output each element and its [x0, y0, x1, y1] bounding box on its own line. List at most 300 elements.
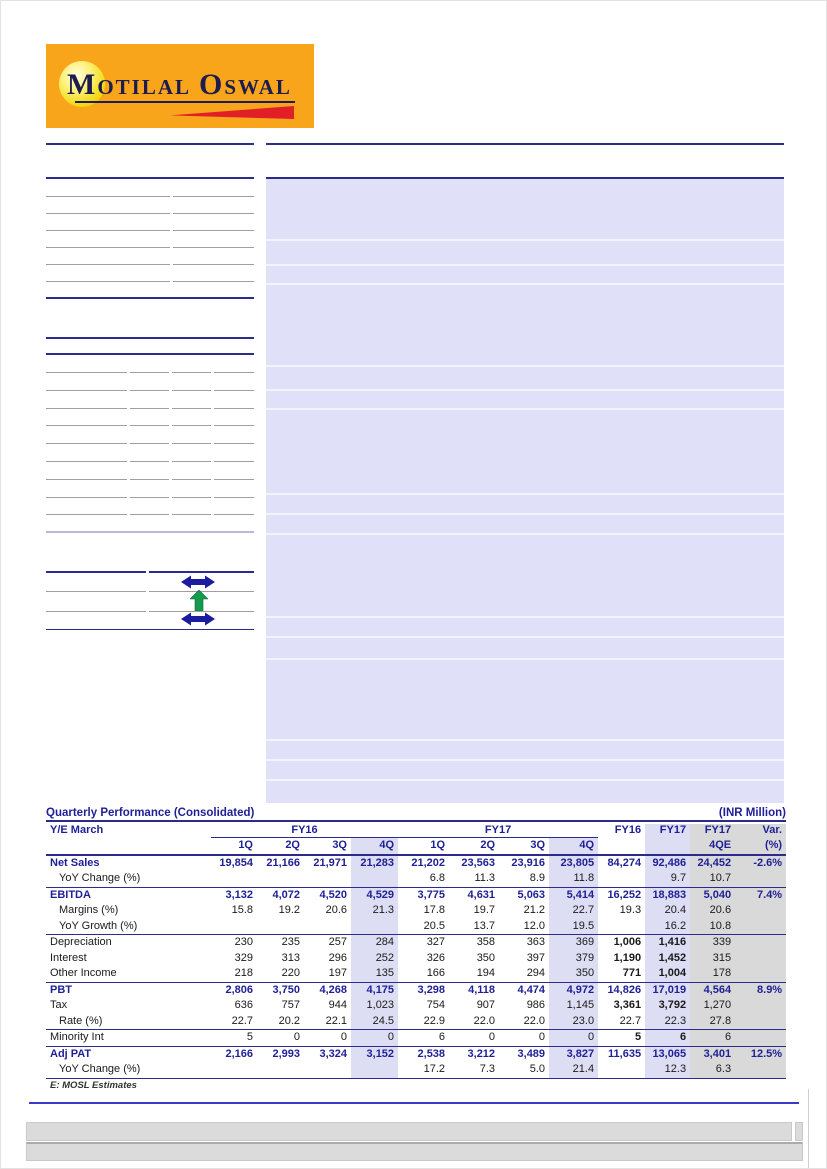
quarter-header: 4Q [351, 838, 398, 855]
block-row-separator [266, 283, 784, 285]
redacted-line [214, 479, 254, 480]
logo-letters: OTILAL [97, 75, 192, 99]
row-label: Adj PAT [46, 1046, 211, 1062]
redacted-line [130, 425, 169, 426]
value-cell: 18,883 [645, 887, 690, 903]
value-cell: 1,190 [613, 951, 642, 964]
table-unit: (INR Million) [718, 806, 786, 819]
value-cell: 3,489 [499, 1046, 549, 1062]
redacted-line [46, 247, 170, 248]
table-row [46, 855, 786, 872]
value-cell [351, 919, 398, 935]
redacted-line [130, 408, 169, 409]
value-cell: 986 [526, 999, 546, 1011]
redacted-line [214, 497, 254, 498]
redacted-line [46, 196, 170, 197]
value-cell: 3,775 [398, 887, 449, 903]
redacted-line [173, 213, 254, 214]
value-cell [735, 1062, 786, 1078]
value-cell: 5.0 [529, 1063, 546, 1075]
row-label: Interest [50, 951, 87, 964]
value-cell [735, 998, 786, 1014]
redacted-line [214, 408, 254, 409]
value-cell: 21,166 [266, 856, 300, 869]
value-cell: 220 [281, 967, 300, 979]
value-cell: 3,750 [257, 982, 304, 998]
value-cell: 0 [351, 1030, 398, 1047]
value-cell: 21.3 [351, 903, 398, 919]
redacted-line [46, 281, 170, 282]
row-label: EBITDA [46, 887, 211, 903]
table-row [46, 935, 786, 951]
redacted-line [172, 390, 211, 391]
redacted-line [172, 479, 211, 480]
redacted-footer-bar-end [795, 1122, 803, 1141]
value-cell: 218 [234, 967, 253, 979]
value-cell [257, 871, 304, 887]
value-cell [351, 1062, 398, 1078]
value-cell: -2.6% [735, 855, 786, 872]
quarterly-performance-table [46, 824, 786, 1092]
value-cell: 4,118 [449, 982, 499, 998]
redacted-line [46, 443, 127, 444]
variance-sub-header: (%) [735, 838, 786, 855]
table-row [46, 998, 786, 1014]
value-cell: 4,520 [304, 887, 351, 903]
value-cell: 21.2 [523, 904, 546, 916]
quarter-header: 2Q [257, 838, 304, 855]
value-cell: 4,175 [351, 982, 398, 998]
redacted-line [46, 143, 254, 145]
block-row-separator [266, 264, 784, 266]
redacted-line [130, 461, 169, 462]
value-cell: 12.0 [523, 919, 546, 932]
value-cell: 296 [328, 951, 347, 964]
footnote-row [46, 1078, 786, 1092]
redacted-line [46, 264, 170, 265]
redacted-line [130, 497, 169, 498]
redacted-line [214, 461, 254, 462]
value-cell: 14,826 [598, 982, 645, 998]
row-label: Rate (%) [59, 1014, 103, 1027]
value-cell: 24.5 [351, 1014, 398, 1030]
value-cell: 5,414 [549, 887, 598, 903]
block-row-separator [266, 636, 784, 638]
redacted-line [173, 230, 254, 231]
value-cell [304, 919, 351, 935]
redacted-line [173, 196, 254, 197]
value-cell: 21,283 [351, 855, 398, 872]
value-cell [598, 919, 645, 935]
value-cell: 326 [426, 951, 446, 964]
table-row [46, 1062, 786, 1078]
value-cell [211, 1062, 257, 1078]
value-cell: 358 [449, 935, 499, 951]
value-cell: 4,564 [690, 982, 735, 998]
value-cell: 197 [328, 967, 347, 979]
fy16-annual-header: FY16 [614, 824, 642, 837]
value-cell: 252 [351, 951, 398, 967]
block-row-separator [266, 658, 784, 660]
redacted-line [214, 443, 254, 444]
logo-letter: M [67, 68, 98, 101]
value-cell: 12.5% [735, 1046, 786, 1062]
estimate-sub-header: 4QE [690, 838, 735, 855]
redacted-line [173, 247, 254, 248]
logo-wordmark [67, 68, 307, 102]
redacted-footer-bar [26, 1122, 792, 1141]
row-label: YoY Change (%) [59, 1063, 141, 1075]
fy17-annual-header: FY17 [645, 824, 690, 838]
fy16-group-header: FY16 [211, 824, 398, 838]
value-cell: 13,065 [645, 1046, 690, 1062]
value-cell: 23,805 [549, 855, 598, 872]
value-cell: 3,792 [645, 998, 690, 1014]
value-cell: 5,040 [690, 887, 735, 903]
value-cell [211, 919, 257, 935]
table-title-bar [46, 805, 786, 822]
value-cell: 1,270 [690, 998, 735, 1014]
redacted-line [130, 443, 169, 444]
value-cell: 350 [549, 966, 598, 982]
value-cell: 327 [398, 935, 449, 951]
value-cell: 22.7 [231, 1014, 253, 1027]
value-cell: 7.4% [735, 887, 786, 903]
value-cell: 6.8 [429, 872, 446, 884]
block-row-separator [266, 739, 784, 741]
value-cell: 22.7 [619, 1014, 642, 1027]
value-cell: 235 [257, 935, 304, 951]
value-cell: 5,063 [499, 887, 549, 903]
value-cell: 27.8 [690, 1014, 735, 1030]
value-cell: 13.7 [473, 919, 496, 932]
quarter-header: 4Q [549, 838, 598, 855]
value-cell: 17.8 [423, 904, 446, 916]
value-cell: 1,023 [351, 998, 398, 1014]
header-row-groups [46, 824, 786, 838]
value-cell: 22.0 [523, 1014, 546, 1027]
redacted-line [46, 611, 146, 612]
motilal-oswal-logo [46, 44, 314, 128]
block-row-separator [266, 365, 784, 367]
value-cell: 257 [304, 935, 351, 951]
value-cell: 10.8 [690, 919, 735, 935]
value-cell [598, 1062, 645, 1078]
redacted-line [214, 390, 254, 391]
value-cell: 294 [526, 967, 546, 979]
redacted-line [172, 461, 211, 462]
table-row [46, 1030, 786, 1047]
row-label: Other Income [50, 967, 117, 979]
value-cell [735, 935, 786, 951]
table-row [46, 1046, 786, 1062]
value-cell: 3,827 [549, 1046, 598, 1062]
value-cell: 20.4 [645, 903, 690, 919]
block-row-separator [266, 239, 784, 241]
value-cell: 5 [211, 1030, 257, 1047]
redacted-line [46, 408, 127, 409]
value-cell: 1,004 [645, 966, 690, 982]
value-cell: 11.8 [549, 871, 598, 887]
value-cell: 135 [351, 966, 398, 982]
value-cell: 771 [622, 967, 642, 979]
value-cell: 24,452 [690, 855, 735, 872]
redacted-line [46, 390, 127, 391]
value-cell [304, 871, 351, 887]
value-cell: 23,563 [461, 856, 496, 869]
up-arrow-icon [190, 590, 208, 611]
value-cell: 6 [398, 1030, 449, 1047]
value-cell: 313 [281, 951, 300, 964]
redacted-line [46, 297, 254, 299]
row-label: YoY Change (%) [59, 872, 141, 884]
redacted-line [266, 143, 784, 145]
redacted-line [46, 629, 254, 630]
double-horizontal-arrow-icon [181, 612, 215, 626]
quarter-header: 3Q [499, 838, 549, 855]
value-cell: 84,274 [607, 856, 642, 869]
value-cell [351, 871, 398, 887]
value-cell: 0 [549, 1030, 598, 1047]
logo-underline [75, 101, 295, 103]
value-cell: 315 [690, 951, 735, 967]
value-cell: 12.3 [645, 1062, 690, 1078]
value-cell: 6.3 [690, 1062, 735, 1078]
value-cell: 4,474 [499, 982, 549, 998]
value-cell: 20.5 [423, 919, 446, 932]
value-cell: 369 [549, 935, 598, 951]
value-cell: 10.7 [690, 871, 735, 887]
value-cell [735, 1014, 786, 1030]
value-cell: 1,452 [645, 951, 690, 967]
value-cell: 19.3 [619, 904, 642, 916]
double-horizontal-arrow-icon [181, 575, 215, 589]
value-cell: 757 [281, 999, 300, 1011]
block-row-separator [266, 759, 784, 761]
value-cell: 2,166 [211, 1046, 257, 1062]
value-cell: 194 [476, 967, 496, 979]
value-cell: 6 [690, 1030, 735, 1047]
value-cell [598, 871, 645, 887]
value-cell: 2,538 [398, 1046, 449, 1062]
value-cell: 4,631 [449, 887, 499, 903]
value-cell: 397 [526, 951, 546, 964]
value-cell [257, 1062, 304, 1078]
value-cell: 1,416 [645, 935, 690, 951]
value-cell [735, 1030, 786, 1047]
value-cell: 3,298 [398, 982, 449, 998]
value-cell: 0 [449, 1030, 499, 1047]
redacted-line [46, 497, 127, 498]
value-cell: 166 [426, 967, 446, 979]
value-cell [735, 871, 786, 887]
value-cell: 0 [304, 1030, 351, 1047]
quarter-header: 2Q [449, 838, 499, 855]
value-cell: 636 [234, 999, 253, 1011]
row-label: Net Sales [50, 856, 100, 869]
value-cell: 16.2 [645, 919, 690, 935]
value-cell: 4,529 [351, 887, 398, 903]
value-cell: 3,212 [449, 1046, 499, 1062]
value-cell: 4,072 [257, 887, 304, 903]
redacted-line [130, 479, 169, 480]
value-cell [257, 919, 304, 935]
redacted-footer-bar [26, 1142, 803, 1161]
redacted-line [173, 264, 254, 265]
redacted-line [172, 408, 211, 409]
table-row [46, 951, 786, 967]
value-cell: 23,916 [511, 856, 546, 869]
value-cell: 6 [645, 1030, 690, 1047]
row-label: Minority Int [46, 1030, 211, 1047]
value-cell: 907 [476, 999, 496, 1011]
redacted-line [46, 425, 127, 426]
row-label: YoY Growth (%) [59, 919, 138, 932]
block-row-separator [266, 779, 784, 781]
table-row [46, 919, 786, 935]
redacted-line [172, 425, 211, 426]
variance-header: Var. [735, 824, 786, 838]
value-cell: 21.4 [549, 1062, 598, 1078]
redacted-line [214, 372, 254, 373]
quarter-header: 3Q [304, 838, 351, 855]
redacted-line [46, 461, 127, 462]
redacted-line [46, 531, 254, 533]
redacted-line [172, 443, 211, 444]
value-cell [735, 966, 786, 982]
value-cell: 284 [351, 935, 398, 951]
value-cell: 3,401 [690, 1046, 735, 1062]
value-cell: 2,806 [211, 982, 257, 998]
value-cell: 8.9 [529, 872, 546, 884]
ye-march-header: Y/E March [50, 824, 104, 837]
value-cell: 11,635 [598, 1046, 645, 1062]
value-cell [735, 919, 786, 935]
value-cell: 22.1 [325, 1014, 347, 1027]
redacted-line [130, 372, 169, 373]
value-cell: 4,972 [549, 982, 598, 998]
redacted-line [149, 571, 254, 573]
table-row [46, 982, 786, 998]
page-edge-shadow [808, 1089, 809, 1169]
value-cell: 22.9 [423, 1014, 446, 1027]
logo-letter: O [199, 68, 225, 101]
redacted-line [46, 353, 254, 355]
redacted-line [46, 479, 127, 480]
value-cell [735, 903, 786, 919]
table-row [46, 903, 786, 919]
value-cell: 20.2 [278, 1014, 300, 1027]
value-cell: 3,132 [211, 887, 257, 903]
table-row [46, 871, 786, 887]
value-cell: 0 [257, 1030, 304, 1047]
table-row [46, 1014, 786, 1030]
value-cell: 21,202 [411, 856, 446, 869]
logo-letters: SWAL [224, 75, 292, 99]
value-cell [211, 871, 257, 887]
block-row-separator [266, 389, 784, 391]
value-cell: 379 [549, 951, 598, 967]
table-row [46, 966, 786, 982]
value-cell: 17,019 [645, 982, 690, 998]
header-row-quarters [46, 838, 786, 855]
redacted-line [46, 213, 170, 214]
redacted-line [46, 514, 127, 515]
redacted-line [46, 372, 127, 373]
logo-swoosh [170, 106, 294, 119]
value-cell: 7.3 [479, 1063, 496, 1075]
value-cell: 1,145 [549, 998, 598, 1014]
fy17-group-header: FY17 [398, 824, 598, 838]
redacted-line [214, 425, 254, 426]
redacted-line [130, 514, 169, 515]
value-cell: 19,854 [219, 856, 253, 869]
value-cell: 16,252 [598, 887, 645, 903]
row-label: Tax [50, 999, 68, 1011]
value-cell: 19.7 [473, 904, 496, 916]
redacted-line [130, 390, 169, 391]
value-cell: 22.7 [549, 903, 598, 919]
redacted-line [46, 571, 146, 573]
value-cell: 329 [234, 951, 253, 964]
quarter-header: 1Q [398, 838, 449, 855]
footnote: E: MOSL Estimates [46, 1078, 786, 1092]
redacted-content-block [266, 177, 784, 803]
value-cell: 20.6 [325, 904, 347, 916]
value-cell: 5 [598, 1030, 645, 1047]
fy17-estimate-header: FY17 [690, 824, 735, 838]
value-cell [304, 1062, 351, 1078]
value-cell: 8.9% [735, 982, 786, 998]
redacted-line [172, 497, 211, 498]
value-cell: 3,152 [351, 1046, 398, 1062]
redacted-line [172, 372, 211, 373]
value-cell: 2,993 [257, 1046, 304, 1062]
value-cell: 1,006 [598, 935, 645, 951]
value-cell: 0 [499, 1030, 549, 1047]
value-cell: 19.5 [549, 919, 598, 935]
row-label: Depreciation [46, 935, 211, 951]
value-cell: 20.6 [690, 903, 735, 919]
value-cell: 4,268 [304, 982, 351, 998]
value-cell: 21,971 [313, 856, 347, 869]
value-cell: 944 [328, 999, 347, 1011]
redacted-line [214, 514, 254, 515]
value-cell [735, 951, 786, 967]
redacted-line [46, 591, 146, 592]
row-label: PBT [46, 982, 211, 998]
block-row-separator [266, 513, 784, 515]
value-cell: 339 [690, 935, 735, 951]
block-row-separator [266, 408, 784, 410]
block-row-separator [266, 493, 784, 495]
redacted-line [46, 177, 254, 179]
redacted-line [172, 514, 211, 515]
value-cell: 363 [499, 935, 549, 951]
block-row-separator [266, 533, 784, 535]
value-cell: 22.3 [645, 1014, 690, 1030]
redacted-line [173, 281, 254, 282]
value-cell: 23.0 [549, 1014, 598, 1030]
value-cell: 11.3 [474, 872, 496, 884]
value-cell: 15.8 [231, 904, 253, 916]
value-cell: 230 [211, 935, 257, 951]
value-cell: 22.0 [473, 1014, 496, 1027]
quarter-header: 1Q [211, 838, 257, 855]
block-row-separator [266, 616, 784, 618]
value-cell: 9.7 [645, 871, 690, 887]
footer-divider-line [29, 1102, 799, 1104]
